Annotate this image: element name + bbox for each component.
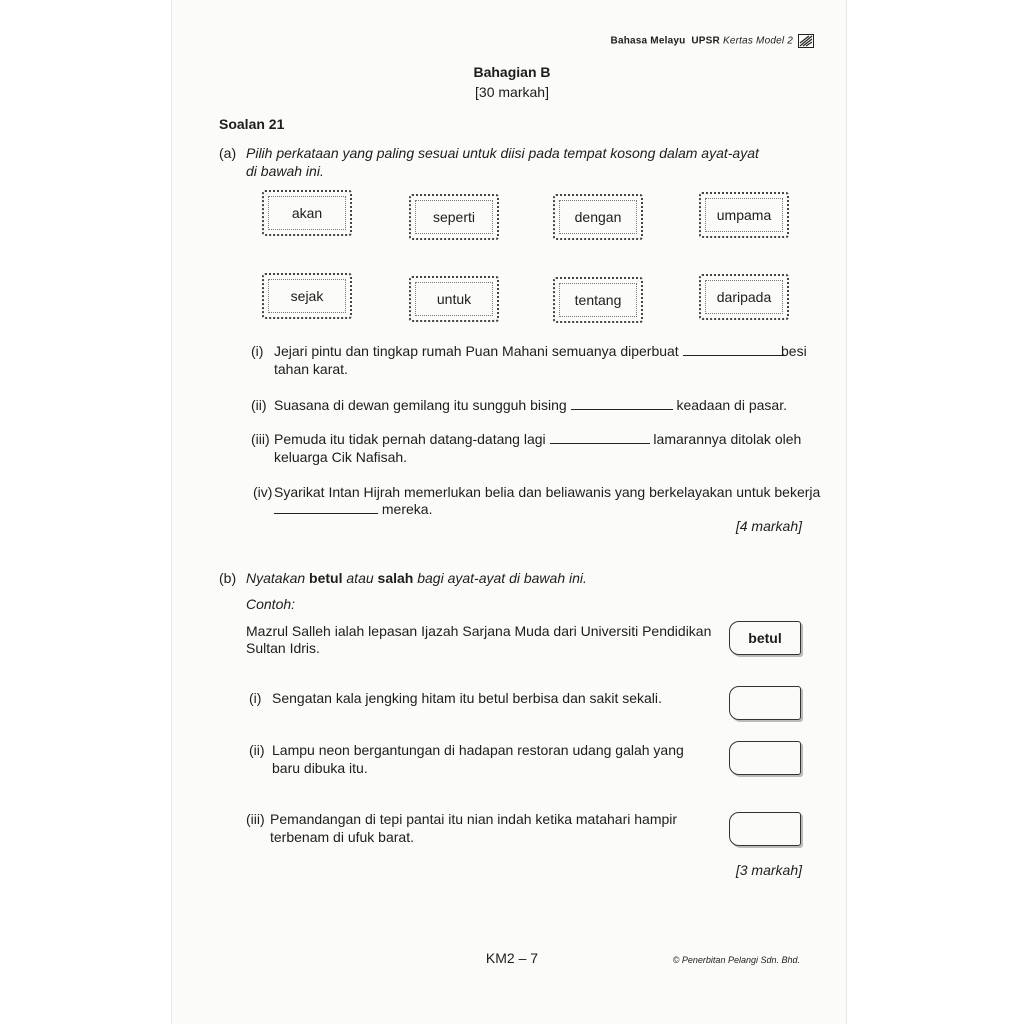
- instruction-salah: salah: [377, 570, 414, 586]
- item-b-iii-line1: Pemandangan di tepi pantai itu nian indah ketika matahari hampir: [270, 811, 678, 827]
- item-a-iii-line2: keluarga Cik Nafisah.: [274, 449, 408, 465]
- example-line1: Mazrul Salleh ialah lepasan Ijazah Sarjana Muda dari Universiti Pendidikan: [246, 623, 712, 639]
- page-header: [611, 34, 814, 48]
- part-a-letter: (a): [219, 145, 237, 161]
- blank-line[interactable]: [683, 354, 785, 356]
- item-b-iii-line2: terbenam di ufuk barat.: [270, 829, 414, 845]
- answer-box-b-i[interactable]: [729, 686, 801, 720]
- word-label: daripada: [716, 289, 772, 305]
- item-a-i-after: besi: [781, 343, 807, 359]
- word-label: akan: [291, 205, 323, 221]
- section-title: Bahagian B: [473, 64, 551, 80]
- item-text-before: Pemuda itu tidak pernah datang-datang lagi: [274, 431, 546, 447]
- part-a-instruction-line2: di bawah ini.: [246, 163, 324, 179]
- instruction-text: Nyatakan: [246, 570, 306, 586]
- answer-box-b-ii[interactable]: [729, 741, 801, 775]
- word-label: umpama: [716, 207, 772, 223]
- item-a-iii-text: [274, 431, 801, 447]
- answer-box-b-iii[interactable]: [729, 812, 801, 846]
- blank-line[interactable]: [571, 408, 673, 410]
- word-label: seperti: [432, 209, 476, 225]
- word-box-sejak: [262, 273, 352, 319]
- word-box-daripada: [699, 274, 789, 320]
- blank-line[interactable]: [274, 512, 378, 514]
- blank-line[interactable]: [550, 442, 650, 444]
- publisher-logo-icon: [798, 34, 814, 48]
- part-a-marks: [4 markah]: [735, 518, 802, 534]
- section-marks: [30 markah]: [475, 84, 549, 100]
- item-b-iii-number: (iii): [246, 811, 265, 827]
- part-b-marks: [3 markah]: [735, 862, 802, 878]
- word-label: untuk: [436, 291, 472, 307]
- part-b-letter: (b): [219, 570, 237, 586]
- word-box-akan: [262, 190, 352, 236]
- paper-label: Kertas Model 2: [722, 35, 794, 47]
- question-label: Soalan 21: [219, 116, 285, 132]
- item-b-ii-number: (ii): [249, 742, 265, 758]
- item-a-iii-number: (iii): [251, 431, 270, 447]
- item-a-i-line2: tahan karat.: [274, 361, 348, 377]
- instruction-text-end: bagi ayat-ayat di bawah ini.: [417, 570, 587, 586]
- item-text-before: Suasana di dewan gemilang itu sungguh bising: [274, 397, 567, 413]
- item-a-iv-line2: [274, 501, 432, 517]
- example-answer: betul: [748, 630, 782, 646]
- item-text-after: lamarannya ditolak oleh: [653, 431, 802, 447]
- item-a-ii-text: [274, 397, 787, 413]
- item-a-iv-line1: Syarikat Intan Hijrah memerlukan belia dan beliawanis yang berkelayakan untuk bekerja: [274, 484, 821, 500]
- item-a-i-number: (i): [251, 343, 264, 359]
- part-a-instruction-line1: Pilih perkataan yang paling sesuai untuk diisi pada tempat kosong dalam ayat-ayat: [246, 145, 759, 161]
- item-a-iv-number: (iv): [253, 484, 273, 500]
- example-answer-box: [729, 621, 801, 655]
- copyright: © Penerbitan Pelangi Sdn. Bhd.: [672, 955, 800, 965]
- item-text-after: keadaan di pasar.: [676, 397, 787, 413]
- word-box-untuk: [409, 276, 499, 322]
- word-box-seperti: [409, 194, 499, 240]
- item-b-i-number: (i): [249, 690, 262, 706]
- word-label: dengan: [574, 209, 622, 225]
- example-line2: Sultan Idris.: [246, 640, 320, 656]
- item-a-ii-number: (ii): [251, 397, 267, 413]
- exam-label: UPSR: [691, 35, 720, 47]
- word-label: tentang: [574, 292, 622, 308]
- word-label: sejak: [290, 288, 324, 304]
- item-b-ii-line1: Lampu neon bergantungan di hadapan restoran udang galah yang: [272, 742, 684, 758]
- word-box-tentang: [553, 277, 643, 323]
- instruction-atau: atau: [346, 570, 374, 586]
- item-b-ii-line2: baru dibuka itu.: [272, 760, 368, 776]
- instruction-betul: betul: [309, 570, 343, 586]
- word-box-dengan: [553, 194, 643, 240]
- word-box-umpama: [699, 192, 789, 238]
- subject-label: Bahasa Melayu: [610, 35, 686, 47]
- item-text-after: mereka.: [381, 501, 433, 517]
- example-label: Contoh:: [246, 596, 296, 612]
- item-b-i-line1: Sengatan kala jengking hitam itu betul berbisa dan sakit sekali.: [272, 690, 662, 706]
- part-b-instruction: [246, 570, 587, 586]
- page-number: KM2 – 7: [485, 950, 539, 966]
- item-a-i-text: [274, 343, 785, 359]
- item-text-before: Jejari pintu dan tingkap rumah Puan Mahani semuanya diperbuat: [274, 343, 679, 359]
